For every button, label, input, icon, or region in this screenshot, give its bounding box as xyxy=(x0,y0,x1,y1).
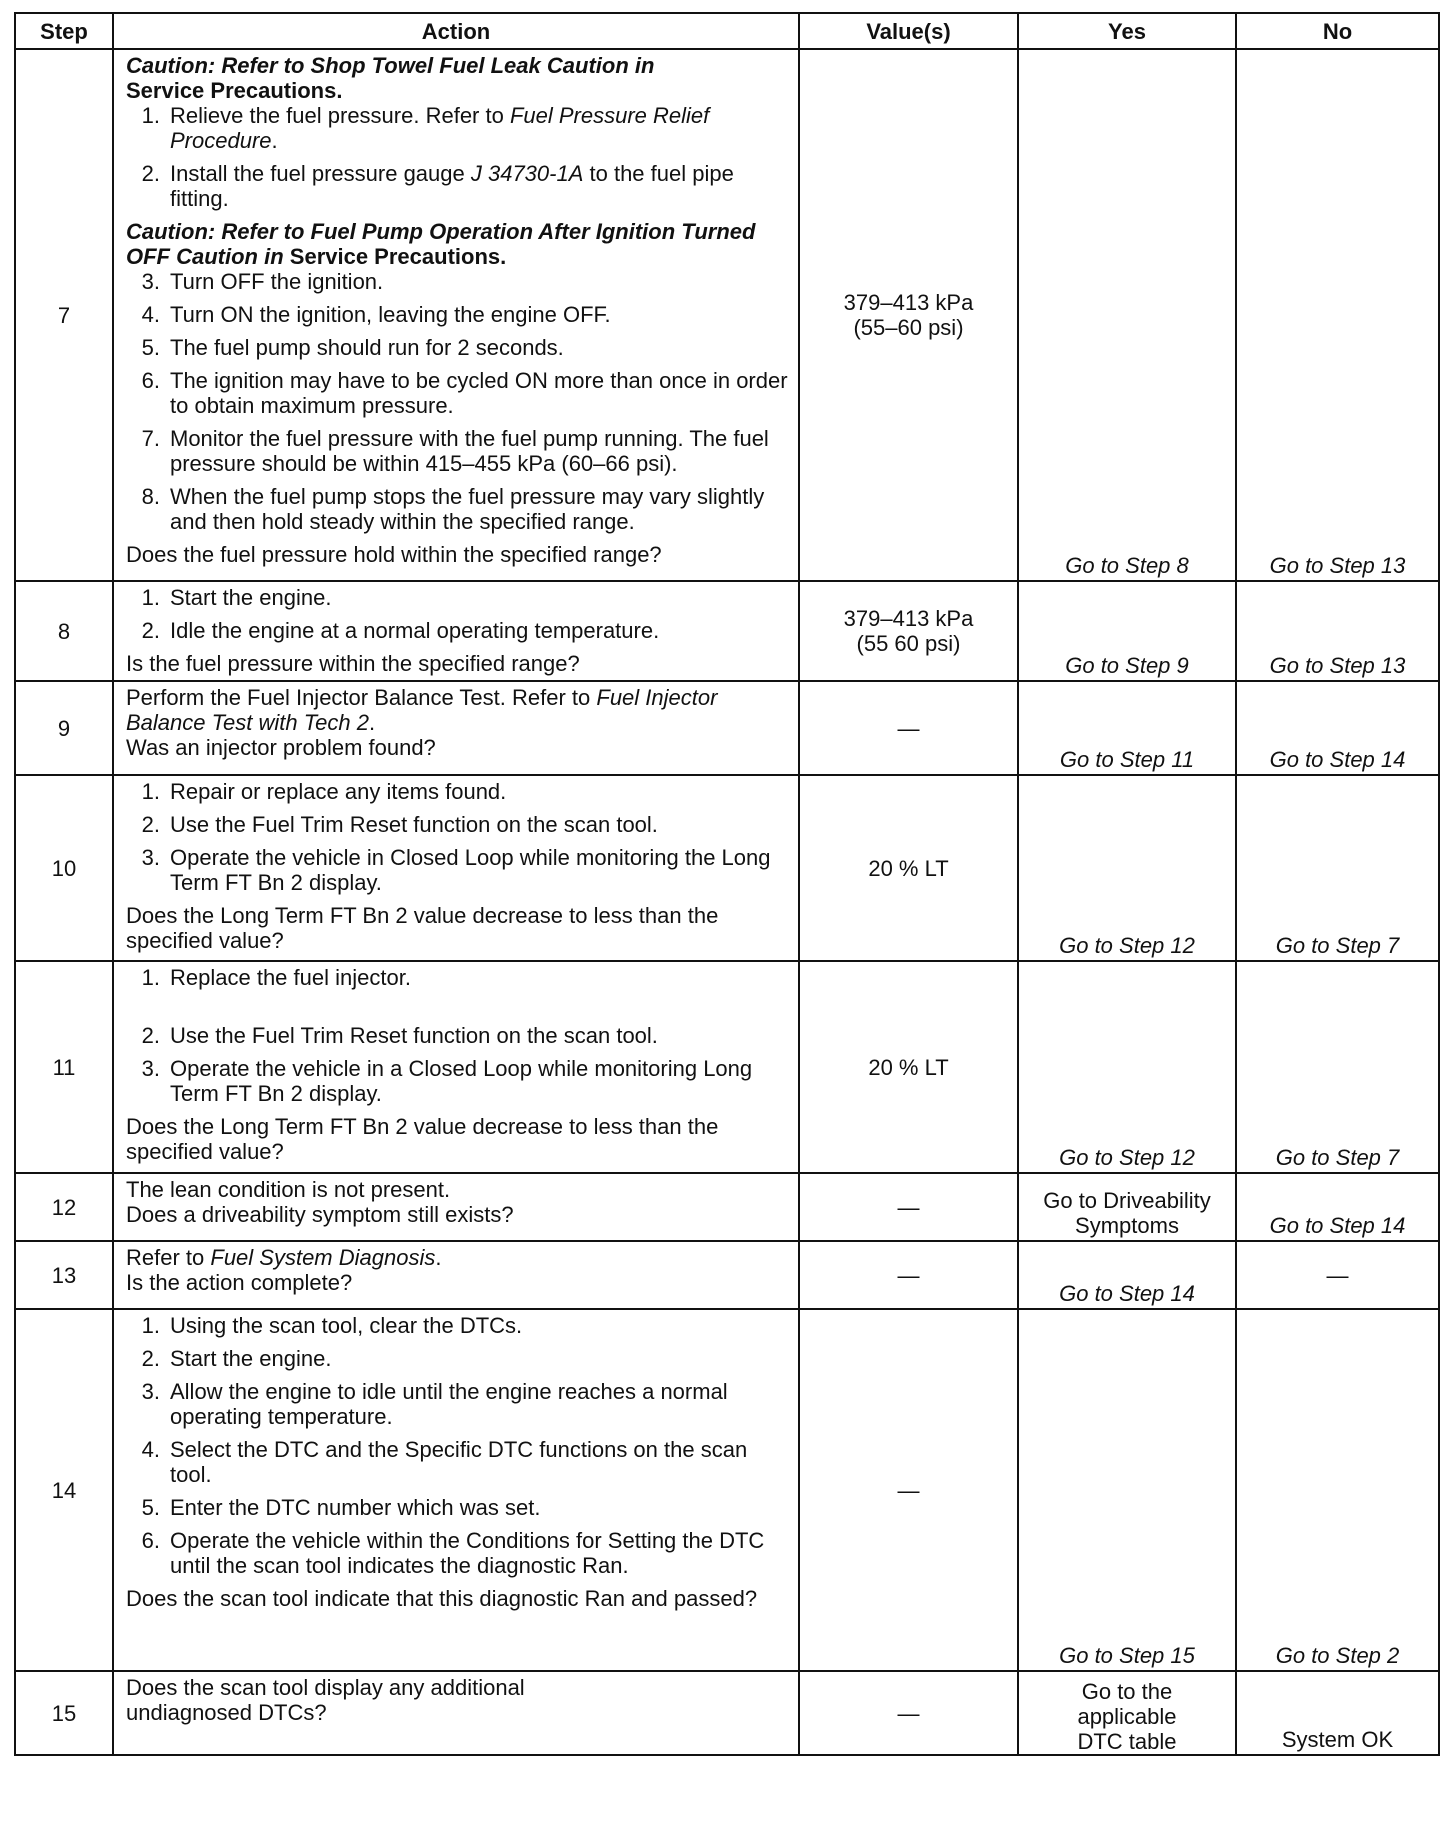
step-list xyxy=(126,269,788,534)
caution-note: Caution: Refer to Shop Towel Fuel Leak Caution in Service Precautions. xyxy=(126,53,655,103)
table-row xyxy=(15,961,1439,1173)
list-item: 1. Replace the fuel injector. xyxy=(141,965,411,990)
list-item: 2. Install the fuel pressure gauge J 34730-1A to the fuel pipe fitting. xyxy=(141,161,734,211)
step-number: 14 xyxy=(15,1309,113,1671)
value-cell: — xyxy=(799,681,1018,775)
list-item: 2. Start the engine. xyxy=(141,1346,332,1371)
no-cell: Go to Step 7 xyxy=(1236,775,1439,961)
table-row xyxy=(15,1309,1439,1671)
action-cell xyxy=(113,1173,799,1241)
header-yes: Yes xyxy=(1018,13,1236,49)
header-step: Step xyxy=(15,13,113,49)
list-item: 8. When the fuel pump stops the fuel pressure may vary slightly and then hold steady within the specified range. xyxy=(141,484,765,534)
table-row xyxy=(15,775,1439,961)
list-item: 1. Relieve the fuel pressure. Refer to Fuel Pressure Relief Procedure. xyxy=(141,103,710,153)
no-cell: Go to Step 2 xyxy=(1236,1309,1439,1671)
list-item: 3. Turn OFF the ignition. xyxy=(141,269,384,294)
value-cell: — xyxy=(799,1671,1018,1755)
no-cell: Go to Step 13 xyxy=(1236,581,1439,681)
list-item: 3. Allow the engine to idle until the engine reaches a normal operating temperature. xyxy=(141,1379,728,1429)
question-text: Does a driveability symptom still exists? xyxy=(126,1202,514,1227)
header-action: Action xyxy=(113,13,799,49)
list-item: 2. Use the Fuel Trim Reset function on the scan tool. xyxy=(141,1023,658,1048)
list-item: 6. The ignition may have to be cycled ON more than once in order to obtain maximum pressure. xyxy=(141,368,788,418)
yes-cell: Go to Step 15 xyxy=(1018,1309,1236,1671)
question-text: Does the Long Term FT Bn 2 value decrease to less than the specified value? xyxy=(126,1114,719,1164)
list-item: 2. Use the Fuel Trim Reset function on the scan tool. xyxy=(141,812,658,837)
action-cell xyxy=(113,1241,799,1309)
caution-note: Caution: Refer to Fuel Pump Operation After Ignition Turned OFF Caution in Service Precautions. xyxy=(126,219,756,269)
action-cell xyxy=(113,961,799,1173)
no-cell: System OK xyxy=(1236,1671,1439,1755)
yes-cell: Go to Step 8 xyxy=(1018,49,1236,581)
step-number: 10 xyxy=(15,775,113,961)
value-cell: — xyxy=(799,1173,1018,1241)
action-cell xyxy=(113,1309,799,1671)
step-number: 12 xyxy=(15,1173,113,1241)
action-cell xyxy=(113,49,799,581)
table-row xyxy=(15,581,1439,681)
step-number: 13 xyxy=(15,1241,113,1309)
list-item: 1. Using the scan tool, clear the DTCs. xyxy=(141,1313,523,1338)
step-number: 11 xyxy=(15,961,113,1173)
table-row xyxy=(15,1173,1439,1241)
question-text: Does the Long Term FT Bn 2 value decrease to less than the specified value? xyxy=(126,903,719,953)
step-number: 7 xyxy=(15,49,113,581)
yes-cell: Go to Step 11 xyxy=(1018,681,1236,775)
no-cell: Go to Step 13 xyxy=(1236,49,1439,581)
yes-cell: Go to Step 9 xyxy=(1018,581,1236,681)
question-text: Is the action complete? xyxy=(126,1270,353,1295)
yes-cell: Go to Driveability Symptoms xyxy=(1018,1173,1236,1241)
header-values: Value(s) xyxy=(799,13,1018,49)
list-item: 5. Enter the DTC number which was set. xyxy=(141,1495,541,1520)
action-text: The lean condition is not present. xyxy=(126,1177,451,1202)
list-item: 2. Idle the engine at a normal operating temperature. xyxy=(141,618,660,643)
list-item: 4. Turn ON the ignition, leaving the engine OFF. xyxy=(141,302,611,327)
no-cell: Go to Step 14 xyxy=(1236,1173,1439,1241)
action-cell xyxy=(113,681,799,775)
list-item: 4. Select the DTC and the Specific DTC functions on the scan tool. xyxy=(141,1437,748,1487)
question-text: Does the scan tool indicate that this diagnostic Ran and passed? xyxy=(126,1586,758,1611)
list-item: 3. Operate the vehicle in Closed Loop while monitoring the Long Term FT Bn 2 display. xyxy=(141,845,771,895)
value-cell: — xyxy=(799,1309,1018,1671)
action-text: Refer to Fuel System Diagnosis. xyxy=(126,1245,442,1270)
list-item: 5. The fuel pump should run for 2 seconds. xyxy=(141,335,564,360)
value-cell: — xyxy=(799,1241,1018,1309)
step-list xyxy=(126,1313,788,1578)
table-row xyxy=(15,681,1439,775)
list-item: 1. Repair or replace any items found. xyxy=(141,779,507,804)
no-cell: Go to Step 14 xyxy=(1236,681,1439,775)
list-item: 1. Start the engine. xyxy=(141,585,332,610)
list-item: 7. Monitor the fuel pressure with the fuel pump running. The fuel pressure should be within 415–455 kPa (60–66 psi). xyxy=(141,426,769,476)
value-cell: 20 % LT xyxy=(799,961,1018,1173)
no-cell: — xyxy=(1236,1241,1439,1309)
table-row xyxy=(15,49,1439,581)
action-cell xyxy=(113,1671,799,1755)
action-cell xyxy=(113,775,799,961)
value-cell: 379–413 kPa (55 60 psi) xyxy=(799,581,1018,681)
step-number: 8 xyxy=(15,581,113,681)
step-list xyxy=(126,585,788,643)
list-item: 6. Operate the vehicle within the Conditions for Setting the DTC until the scan tool indicates the diagnostic Ran. xyxy=(141,1528,765,1578)
yes-cell: Go to Step 12 xyxy=(1018,775,1236,961)
step-list xyxy=(126,779,788,895)
list-item: 3. Operate the vehicle in a Closed Loop while monitoring Long Term FT Bn 2 display. xyxy=(141,1056,753,1106)
question-text: Does the scan tool display any additional undiagnosed DTCs? xyxy=(126,1675,525,1725)
action-text: Perform the Fuel Injector Balance Test. Refer to Fuel Injector Balance Test with Tech 2. xyxy=(126,685,718,735)
question-text: Was an injector problem found? xyxy=(126,735,436,760)
question-text: Does the fuel pressure hold within the specified range? xyxy=(126,542,662,567)
value-cell: 379–413 kPa (55–60 psi) xyxy=(799,49,1018,581)
diagnostic-table xyxy=(14,12,1440,1756)
question-text: Is the fuel pressure within the specified range? xyxy=(126,651,580,676)
yes-cell: Go to Step 14 xyxy=(1018,1241,1236,1309)
header-row xyxy=(15,13,1439,49)
yes-cell: Go to Step 12 xyxy=(1018,961,1236,1173)
step-number: 9 xyxy=(15,681,113,775)
no-cell: Go to Step 7 xyxy=(1236,961,1439,1173)
step-list xyxy=(126,103,788,211)
action-cell xyxy=(113,581,799,681)
value-cell: 20 % LT xyxy=(799,775,1018,961)
header-no: No xyxy=(1236,13,1439,49)
step-number: 15 xyxy=(15,1671,113,1755)
step-list xyxy=(126,965,788,1106)
table-row xyxy=(15,1671,1439,1755)
yes-cell: Go to the applicable DTC table xyxy=(1018,1671,1236,1755)
table-row xyxy=(15,1241,1439,1309)
